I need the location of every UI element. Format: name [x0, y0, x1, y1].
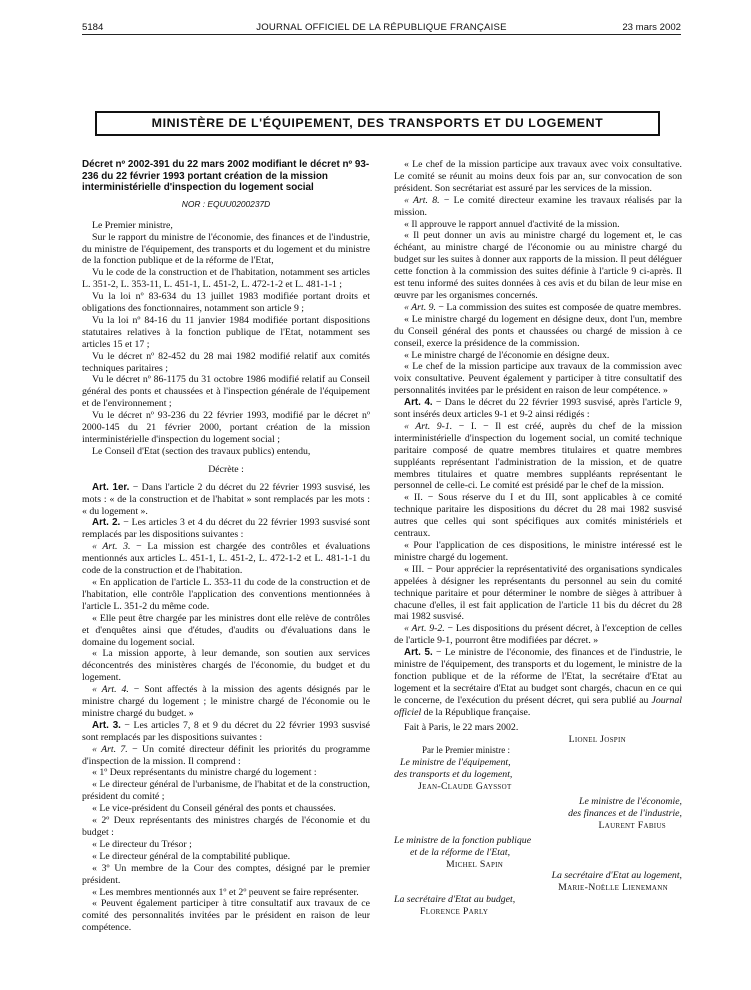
signatory-name: Marie-Noëlle Lienemann [558, 882, 668, 894]
article-paragraph: « II. − Sous réserve du I et du III, sont applicables à ce comité technique paritaire les dispositions du décret du 28 mai 1982 susvisé autres que celles qui sont spécifiques aux comités ministériels et centraux. [394, 492, 682, 540]
article-paragraph: « La mission apporte, à leur demande, son soutien aux services déconcentrés des ministères chargés de l'économie, du budget et du logement. [82, 648, 370, 684]
article-5: Art. 5. − Le ministre de l'économie, des finances et de l'industrie, le ministre de l'équipement, des transports et du logement, le ministre de la fonction publique et de la réforme de l'Etat, la secrétaire d'Etat au logement et la secrétaire d'Etat au budget sont chargés, chacun en ce qui le concerne, de l'exécution du présent décret, qui sera publié au Journal officiel de la République française. [394, 647, 683, 718]
decrete-heading: Décrète : [208, 463, 244, 475]
visa-paragraph: Vu la loi nº 84-16 du 11 janvier 1984 modifiée portant dispositions statutaires relatives à la fonction publique de l'Etat, notamment ses articles 15 et 17 ; [82, 314, 370, 350]
article-paragraph: « Art. 3. − La mission est chargée des contrôles et évaluations mentionnés aux articles L. 451-1, L. 451-2, L. 472-1-2 et L. 481-1-1 du code de la construction et de l'habitation. [82, 541, 371, 577]
article-4: Art. 4. − Dans le décret du 22 février 1993 susvisé, après l'article 9, sont insérés deux articles 9-1 et 9-2 ainsi rédigés : [394, 397, 682, 421]
article-paragraph: « Pour l'application de ces dispositions, le ministre intéressé est le ministre chargé du logement. [394, 540, 682, 563]
signatory-name: Florence Parly [420, 906, 489, 918]
article-3: Art. 3. − Les articles 7, 8 et 9 du décret du 22 février 1993 susvisé sont remplacés par les dispositions suivantes : [82, 719, 371, 743]
signatory-title: des finances et de l'industrie, [568, 807, 682, 819]
article-paragraph: « Art. 9. − La commission des suites est composée de quatre membres. [404, 301, 682, 313]
article-paragraph: « Elle peut être chargée par les ministres dont elle relève de contrôles et d'enquêtes ainsi que d'études, d'audits ou d'évaluations dans le domaine du logement social. [82, 612, 370, 648]
article-paragraph: « Art. 9-1. − I. − Il est créé, auprès du chef de la mission interministérielle d'inspection du logement social, un comité technique paritaire composé de quatre membres titulaires et quatre membres suppléants représentant l'administration de la mission, et de quatre membres titulaires et quatre membres suppléants représentant le personnel de celle-ci. Le comité est présidé par le chef de la mission. [394, 420, 682, 492]
visa-paragraph: Le Conseil d'Etat (section des travaux publics) entendu, [92, 445, 311, 457]
article-paragraph: « Art. 4. − Sont affectés à la mission des agents désignés par le ministre chargé du logement ; le ministre chargé de l'économie ou le ministre chargé du budget. » [82, 684, 370, 719]
nor-reference: NOR : EQUU0200237D [181, 198, 271, 209]
article-paragraph: « 2º Deux représentants des ministres chargés de l'économie et du budget : [82, 815, 370, 838]
article-paragraph: « Il approuve le rapport annuel d'activité de la mission. [404, 218, 620, 230]
article-paragraph: « Art. 9-2. − Les dispositions du présent décret, à l'exception de celles de l'article 9-1, pourront être modifiées par décret. » [394, 623, 682, 647]
signatory-name: Michel Sapin [446, 858, 504, 870]
right-column [394, 159, 682, 918]
decree-title: Décret nº 2002-391 du 22 mars 2002 modifiant le décret nº 93-236 du 22 février 1993 portant création de la mission interministérielle d'inspection du logement social [82, 159, 370, 194]
running-header [82, 18, 681, 34]
article-paragraph: « Le vice-président du Conseil général des ponts et chaussées. [92, 803, 336, 815]
issue-date: 23 mars 2002 [622, 22, 681, 33]
article-paragraph: « 1º Deux représentants du ministre chargé du logement : [92, 767, 317, 779]
article-paragraph: « III. − Pour apprécier la représentativité des organisations syndicales appelées à désigner les représentants du personnel au sein du comité technique paritaire et pour déterminer le nombre de sièges à attribuer à chacune d'elles, il est fait application de l'article 11 bis du décret du 28 mai 1982 susvisé. [394, 563, 682, 623]
decree-body [82, 159, 682, 979]
signatory-title: Le ministre de l'économie, [579, 796, 682, 808]
signatory-title: La secrétaire d'Etat au budget, [394, 894, 516, 906]
article-paragraph: « Il peut donner un avis au ministre chargé du logement et, le cas échéant, au ministre chargé de l'économie ou au ministre chargé du budget sur les suites à donner aux rapports de la mission. Il peut déléguer cette fonction à la commission des suites définie à l'article 9 ci-après. Il est tenu informé des suites données à ces avis et du bilan de leur mise en œuvre par les organismes concernés. [394, 230, 682, 301]
nor-code: EQUU0200237D [207, 198, 271, 209]
visa-paragraph: Vu le décret nº 86-1175 du 31 octobre 1986 modifié relatif au Conseil général des ponts et chaussées et à l'inspection générale de l'équipement et de l'environnement ; [82, 374, 370, 410]
place-date: Fait à Paris, le 22 mars 2002. [404, 721, 519, 733]
article-paragraph: « Le chef de la mission participe aux travaux avec voix consultative. Le comité se réunit au moins deux fois par an, sur convocation de son président. Son secrétariat est assuré par les services de la mission. [394, 159, 682, 194]
ministry-banner: MINISTÈRE DE L'ÉQUIPEMENT, DES TRANSPORTS ET DU LOGEMENT [95, 111, 660, 136]
article-paragraph: « Le ministre chargé du logement en désigne deux, dont l'un, membre du Conseil général des ponts et chaussées ou chargé de mission à ce conseil, exerce la présidence de la commission. [394, 313, 682, 349]
signatory-title: Le ministre de l'équipement, [400, 757, 511, 769]
signatory-title: La secrétaire d'Etat au logement, [551, 870, 682, 882]
article-paragraph: « Le directeur du Trésor ; [92, 838, 192, 850]
article-paragraph: « Art. 7. − Un comité directeur définit les priorités du programme d'inspection de la mission. Il comprend : [82, 743, 371, 767]
header-rule [82, 34, 681, 35]
article-paragraph: « Le ministre chargé de l'économie en désigne deux. [404, 349, 610, 361]
signatory-pm: Lionel Jospin [568, 733, 626, 745]
visa-paragraph: Le Premier ministre, [92, 219, 173, 231]
article-paragraph: « Les membres mentionnés aux 1º et 2º peuvent se faire représenter. [92, 886, 359, 898]
article-paragraph: « 3º Un membre de la Cour des comptes, désigné par le premier président. [82, 862, 370, 886]
article-paragraph: « Peuvent également participer à titre consultatif aux travaux de ce comité des personnalités invitées par le président en raison de leur compétence. [82, 898, 370, 934]
signatory-name: Laurent Fabius [598, 819, 666, 831]
journal-title: JOURNAL OFFICIEL DE LA RÉPUBLIQUE FRANÇAISE [256, 22, 507, 33]
visa-paragraph: Sur le rapport du ministre de l'économie, des finances et de l'industrie, du ministre de l'équipement, des transports et du logement et du ministre de la fonction publique et de la réforme de l'Etat, [82, 231, 370, 267]
signatory-title: Le ministre de la fonction publique [394, 834, 532, 846]
signatory-title: des transports et du logement, [394, 769, 513, 781]
visa-paragraph: Vu le code de la construction et de l'habitation, notamment ses articles L. 351-2, L. 353-11, L. 451-1, L. 451-2, L. 472-1-2 et L. 481-1-1 ; [82, 267, 370, 291]
visa-paragraph: Vu le décret nº 93-236 du 22 février 1993, modifié par le décret nº 2000-145 du 21 février 2000, portant création de la mission interministérielle d'inspection du logement social ; [82, 410, 370, 445]
left-column [82, 159, 370, 934]
visa-paragraph: Vu le décret nº 82-452 du 28 mai 1982 modifié relatif aux comités techniques paritaires ; [82, 350, 370, 374]
article-paragraph: « En application de l'article L. 353-11 du code de la construction et de l'habitation, elle contrôle l'application des conventions mentionnées à l'article L. 351-2 du même code. [82, 576, 370, 612]
article-1: Art. 1er. − Dans l'article 2 du décret du 22 février 1993 susvisé, les mots : « de la construction et de l'habitat » sont remplacés par les mots : « du logement ». [82, 481, 370, 517]
signatory-title: et de la réforme de l'Etat, [410, 846, 511, 858]
visa-paragraph: Vu la loi nº 83-634 du 13 juillet 1983 modifiée portant droits et obligations des fonctionnaires, notamment son article 9 ; [82, 291, 370, 315]
article-paragraph: « Le directeur général de la comptabilité publique. [92, 850, 291, 862]
article-2: Art. 2. − Les articles 3 et 4 du décret du 22 février 1993 susvisé sont remplacés par les dispositions suivantes : [82, 517, 371, 541]
article-paragraph: « Le directeur général de l'urbanisme, de l'habitat et de la construction, président du comité ; [82, 779, 370, 803]
par-premier-ministre: Par le Premier ministre : [422, 745, 510, 756]
article-paragraph: « Art. 8. − Le comité directeur examine les travaux réalisés par la mission. [394, 194, 682, 218]
article-paragraph: « Le chef de la mission participe aux travaux de la commission avec voix consultative. Peuvent également y participer à titre consultatif des personnalités invitées par le président en raison de leur compétence. » [394, 361, 682, 397]
signatory-name: Jean-Claude Gayssot [418, 781, 512, 793]
page-number: 5184 [82, 22, 104, 33]
